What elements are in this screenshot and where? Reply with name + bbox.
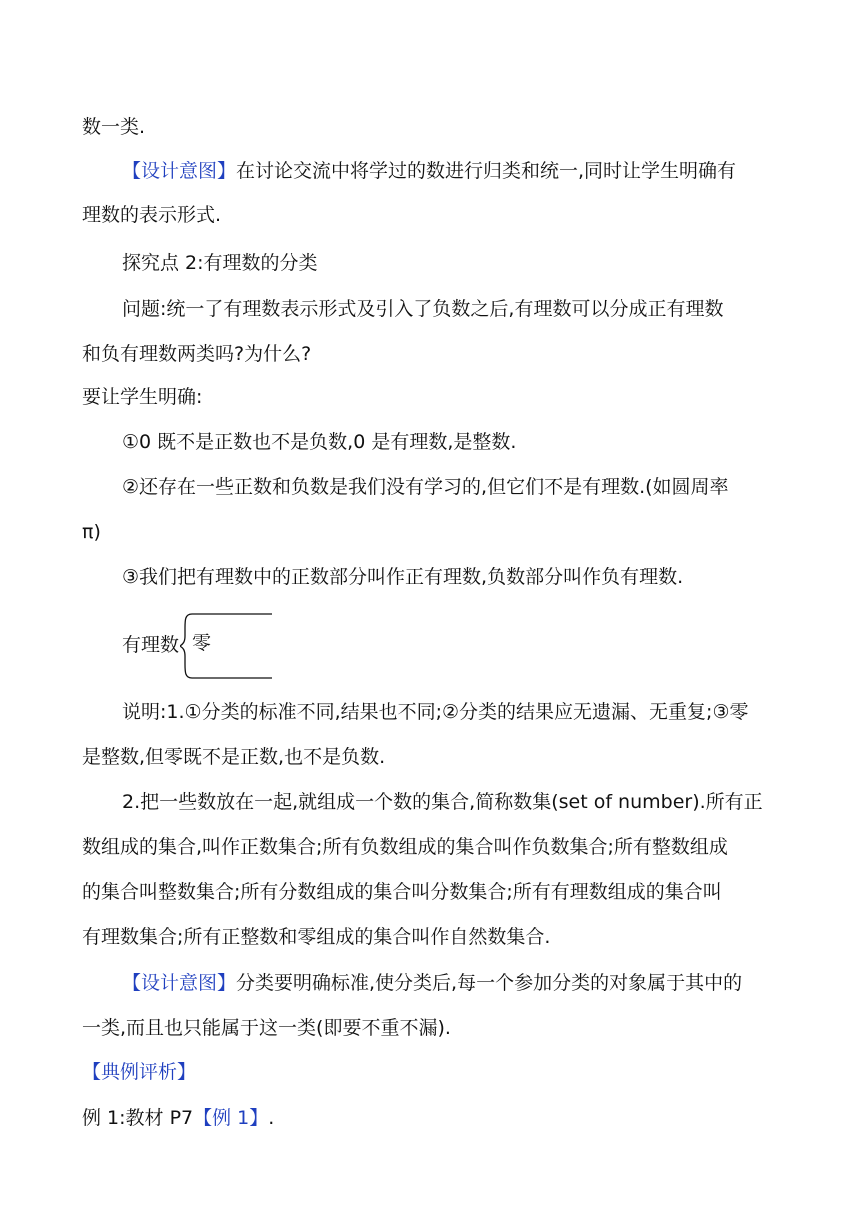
paragraph-line: 是整数,但零既不是正数,也不是负数. <box>82 746 386 768</box>
list-item: ②还存在一些正数和负数是我们没有学习的,但它们不是有理数.(如圆周率 <box>122 476 729 498</box>
section-heading: 探究点 2:有理数的分类 <box>122 252 318 274</box>
design-intent-tag: 【设计意图】 <box>122 160 237 182</box>
paragraph-line: 一类,而且也只能属于这一类(即要不重不漏). <box>82 1017 451 1039</box>
example-tag: 【例 1】 <box>193 1107 269 1129</box>
list-item: ①0 既不是正数也不是负数,0 是有理数,是整数. <box>122 431 517 453</box>
example-line <box>82 1105 782 1131</box>
paragraph-line: π) <box>82 521 101 543</box>
example-suffix: . <box>268 1107 275 1129</box>
example-prefix: 例 1:教材 P7 <box>82 1107 194 1129</box>
paragraph-line: 和负有理数两类吗?为什么? <box>82 343 312 365</box>
curly-brace <box>180 614 192 678</box>
paragraph-line: 要让学生明确: <box>82 386 203 408</box>
section-tag-heading: 【典例评析】 <box>82 1061 197 1083</box>
paragraph-line: 的集合叫整数集合;所有分数组成的集合叫分数集合;所有有理数组成的集合叫 <box>82 881 722 903</box>
paragraph-line: 理数的表示形式. <box>82 204 222 226</box>
design-intent-paragraph <box>122 158 782 184</box>
note-paragraph: 说明:1.①分类的标准不同,结果也不同;②分类的结果应无遗漏、无重复;③零 <box>122 701 749 723</box>
note-paragraph: 2.把一些数放在一起,就组成一个数的集合,简称数集(set of number).所有正 <box>122 791 763 813</box>
paragraph-text: 在讨论交流中将学过的数进行归类和统一,同时让学生明确有 <box>236 160 737 182</box>
diagram-label: 有理数 <box>122 634 180 656</box>
paragraph-text: 分类要明确标准,使分类后,每一个参加分类的对象属于其中的 <box>236 972 743 994</box>
question-paragraph: 问题:统一了有理数表示形式及引入了负数之后,有理数可以分成正有理数 <box>122 298 724 320</box>
list-item: ③我们把有理数中的正数部分叫作正有理数,负数部分叫作负有理数. <box>122 566 684 588</box>
paragraph-line: 数组成的集合,叫作正数集合;所有负数组成的集合叫作负数集合;所有整数组成 <box>82 836 728 858</box>
design-intent-paragraph <box>122 970 782 996</box>
design-intent-tag: 【设计意图】 <box>122 972 237 994</box>
diagram-zero-label: 零 <box>192 632 212 654</box>
paragraph-line: 有理数集合;所有正整数和零组成的集合叫作自然数集合. <box>82 926 551 948</box>
paragraph-line: 数一类. <box>82 116 146 138</box>
